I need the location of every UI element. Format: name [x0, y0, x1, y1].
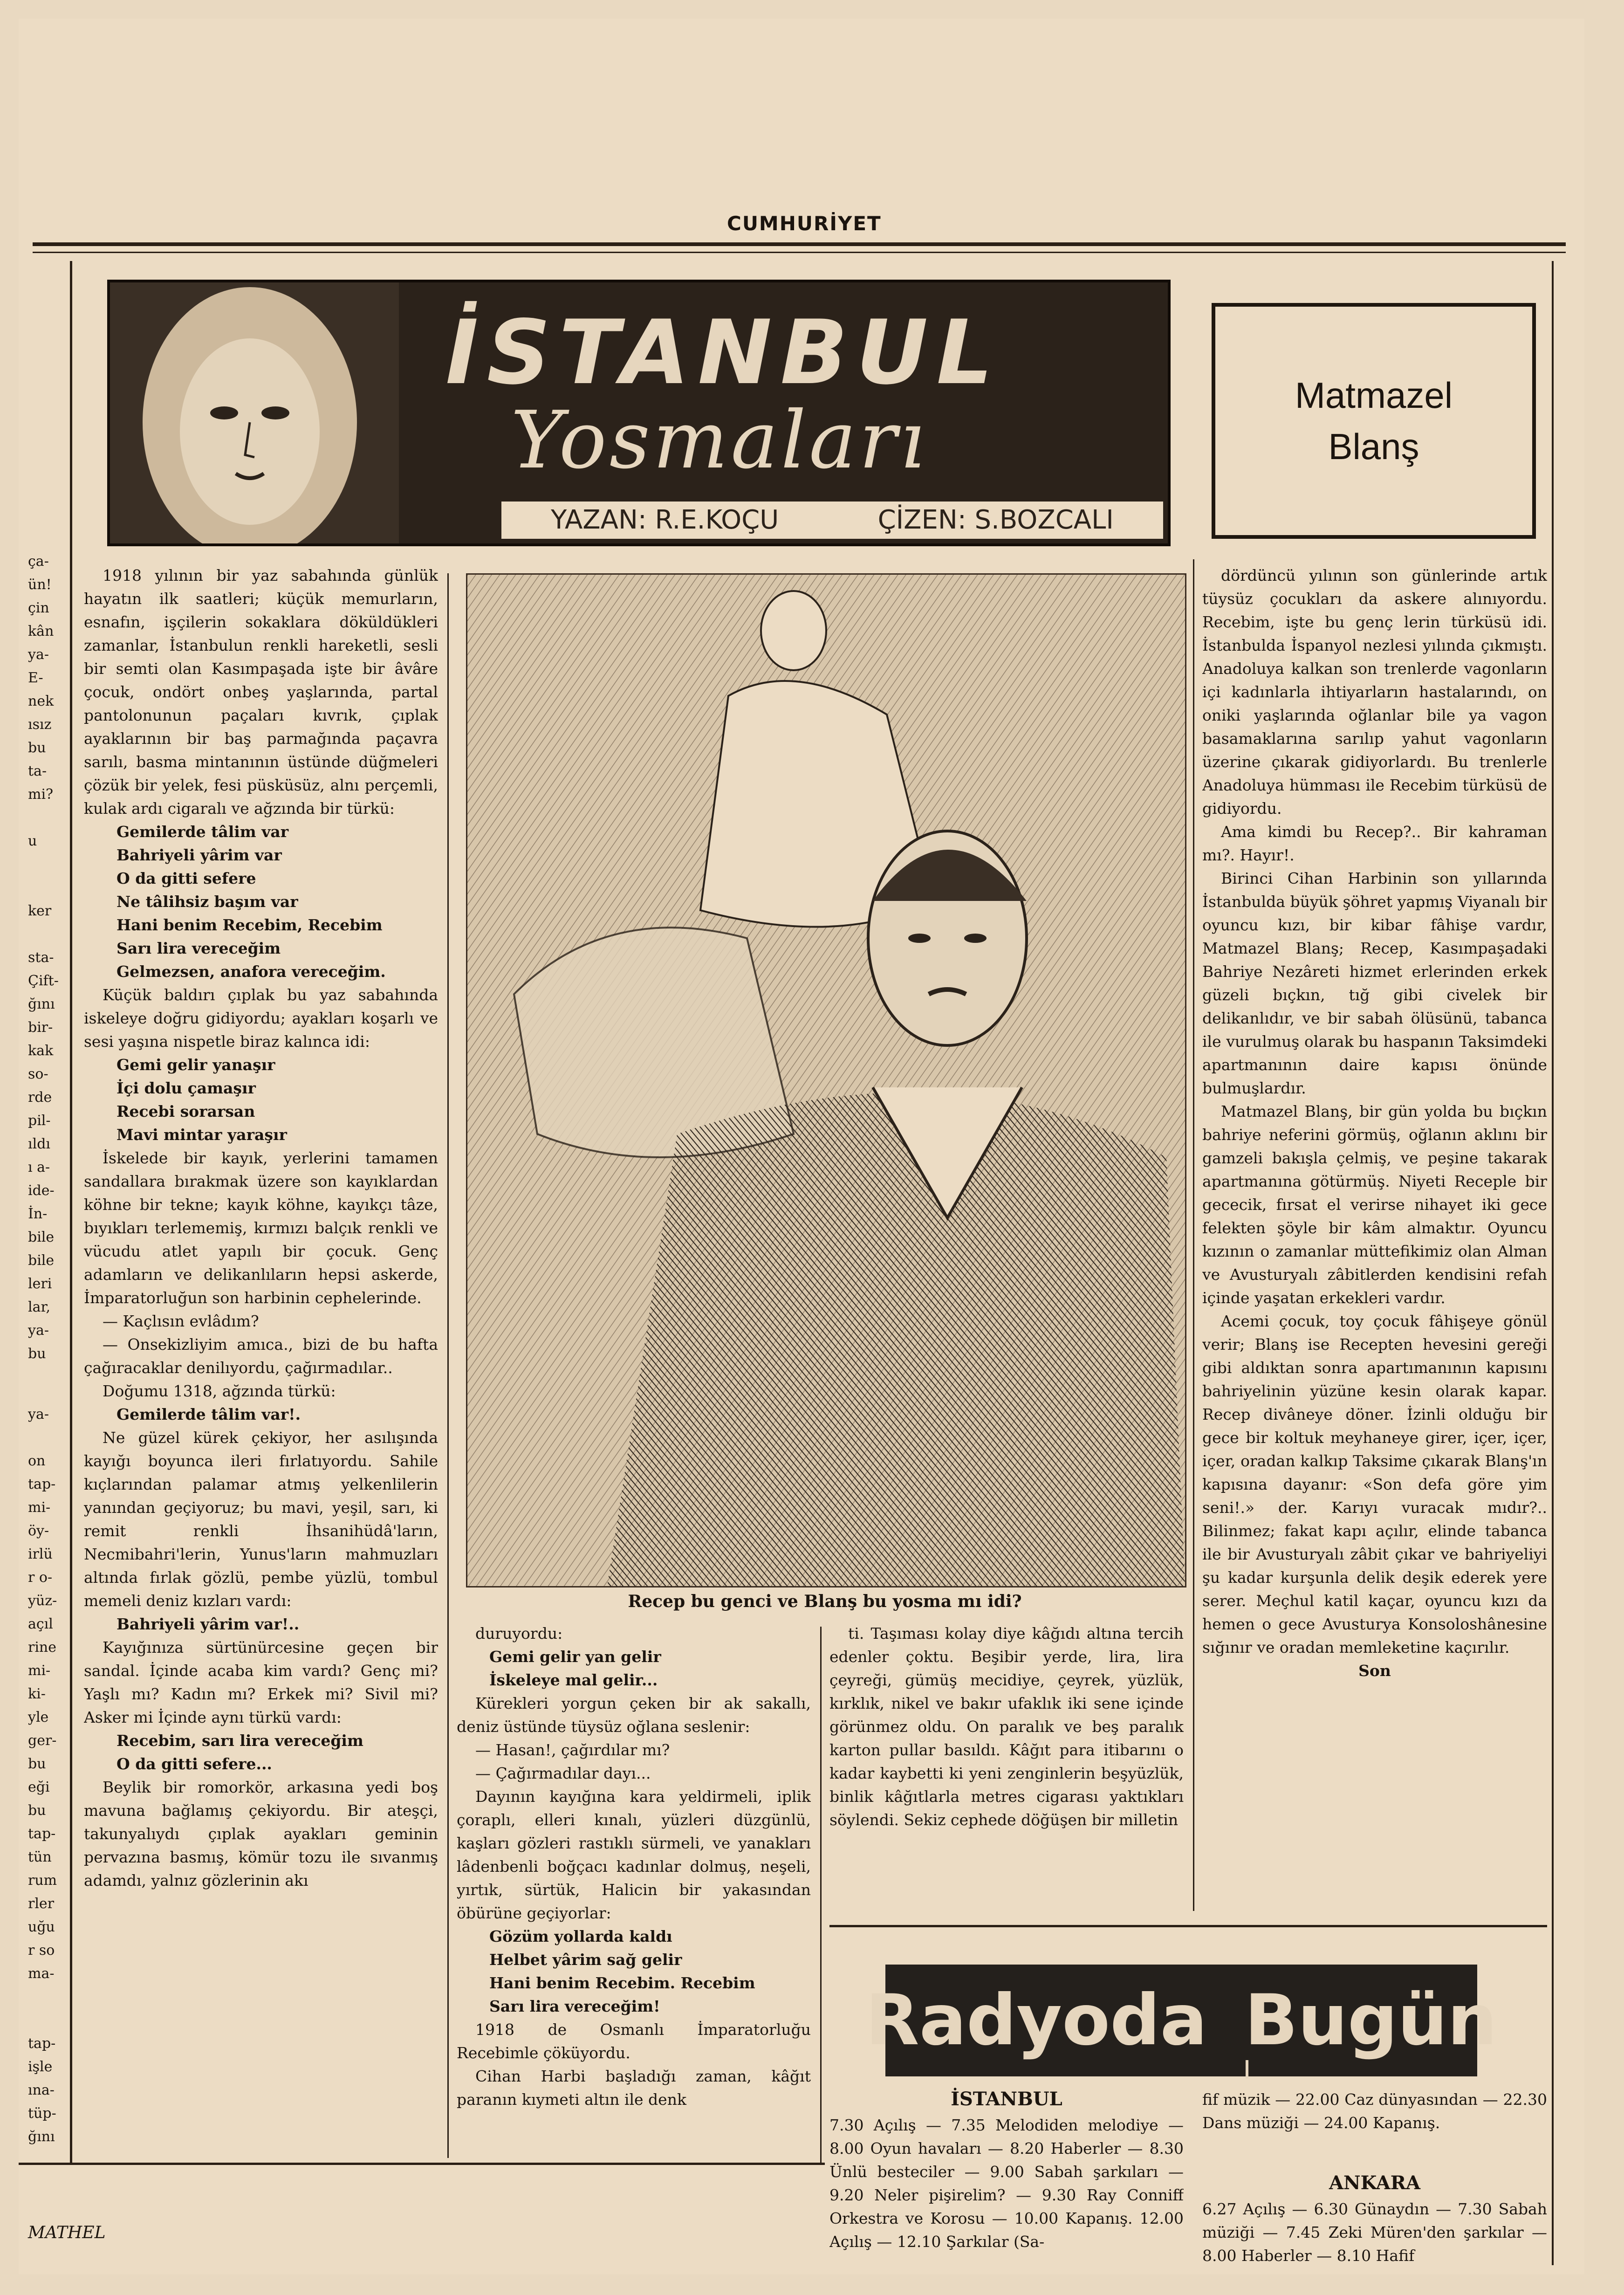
- radio-ankara-title: ANKARA: [1329, 2172, 1421, 2194]
- verse-line: Bahriyeli yârim var!..: [116, 1615, 300, 1633]
- paragraph: — Kaçlısın evlâdım?: [103, 1312, 259, 1330]
- banner-credits: [501, 502, 1163, 539]
- verse-line: Ne tâlihsiz başım var: [116, 893, 298, 911]
- verse-line: Gemilerde tâlim var: [116, 823, 289, 841]
- verse-line: Mavi mintar yaraşır: [116, 1126, 287, 1144]
- paragraph: Doğumu 1318, ağzında türkü:: [103, 1382, 336, 1400]
- paragraph: Beylik bir romorkör, arkasına yedi boş mavuna bağlamış çekiyordu. Bir ateşçi, takunyalıydı çıplak ayakları geminin pervazına basmış, kömür tozu ile sıvanmış adamdı, yalnız gözlerinin akı: [84, 1778, 438, 1890]
- banner-title: İSTANBUL: [445, 301, 1001, 404]
- paragraph: dördüncü yılının son günlerinde artık tüysüz çocukları da askere alınıyordu. Recebim, işte bu genç lerin türküsü idi. İstanbulda İspanyol nezlesi yılında çıkmıştı. Anadoluya kalkan son trenlerde vagonların içi kadınlarla ihtiyarların hastalarındı, on oniki yaşlarında oğlanlar bile ya vagon basamaklarına sarılıp yahut vagonların üzerine çıkarak gidiyorlardı. Bu trenlerle Anadoluya hümması ile Recebim türküsü de gidiyordu.: [1202, 566, 1547, 818]
- verse-line: Recebi sorarsan: [116, 1102, 255, 1120]
- radio-banner: [865, 1965, 1497, 2076]
- paragraph: Ama kimdi bu Recep?.. Bir kahraman mı?. Hayır!.: [1202, 823, 1547, 864]
- radio-banner-word1: Radyoda: [865, 1980, 1207, 2061]
- banner-subtitle: Yosmaları: [511, 394, 928, 487]
- verse-line: Sarı lira vereceğim: [116, 939, 281, 957]
- article-title-box: [1212, 303, 1536, 539]
- verse-line: İçi dolu çamaşır: [116, 1079, 256, 1097]
- masthead: CUMHURİYET: [727, 212, 882, 235]
- title-banner: [107, 280, 1171, 546]
- illustrator-credit: ÇİZEN: S.BOZCALI: [877, 505, 1114, 535]
- paragraph: Matmazel Blanş, bir gün yolda bu bıçkın bahriye neferini görmüş, oğlanın aklını bir gamzeli bakışla çelmiş, ve peşine takarak apartmanına götürmüş. Niyeti Receple bir gececik, fırsat el verirse nihayet iki gece felekten şöyle bir kâm almaktır. Oyuncu kızının o zamanlar müttefikimiz olan Alman ve Avusturyalı zâbitlerden kendisini refah içinde yaşatan erkekleri vardır.: [1202, 1102, 1547, 1307]
- right-border-rule: [1552, 261, 1554, 2265]
- top-rule: [33, 242, 1566, 246]
- paragraph: — Hasan!, çağırdılar mı?: [475, 1741, 670, 1759]
- left-column-rule: [70, 261, 72, 2163]
- radio-separator: [829, 1925, 1547, 1927]
- paragraph: — Onsekizliyim amıca., bizi de bu hafta çağıracaklar denilıyordu, çağırmadılar..: [84, 1335, 438, 1377]
- article-title-line2: Blanş: [1328, 426, 1419, 467]
- paragraph: Birinci Cihan Harbinin son yıllarında İstanbulda büyük şöhret yapmış Viyanalı bir oyuncu kızı, bir kibar fâhişe vardır, Matmazel Blanş; Recep, Kasımpaşadaki Bahriye Nezâreti hizmet erlerinden erkek güzeli bıçkın, tığ gibi civelek bir delikanlıdır, ve bir sabah ölüsünü, tabanca ile vurulmuş olarak bu haspanın Taksimdeki apartmanının daire kapısı önünde bulmuşlardır.: [1202, 869, 1547, 1097]
- top-rule-thin: [33, 252, 1566, 253]
- article-column-2: [457, 1622, 811, 2158]
- verse-line: Hani benim Recebim, Recebim: [116, 916, 383, 934]
- paragraph: Acemi çocuk, toy çocuk fâhişeye gönül verir; Blanş ise Recepten hevesini gereği gibi aldıktan sonra apartımanının kapısını bahriyelinin yüzüne kesin olarak kapar. Recep divâneye döner. İzinli olduğu bir gece bir koltuk meyhaneye girer, içer, içer, içer, oradan kalkıp Taksime çıkarak Blanş'ın kapısına dayanır: «Son defa göre yim seni!.» der. Karıyı vuracak mıdır?.. Bilinmez; fakat kapı açılır, elinde tabanca ile bir Avusturyalı zâbit çıkar ve bahriyeliyi şu kadar kurşunla delik deşik ederek yere serer. Meçhul katil kaçar, oyuncu kızı da hemen o gece Avusturya Konsoloshânesine sığınır ve oradan memleketine kaçırılır.: [1202, 1312, 1547, 1656]
- verse-line: Gözüm yollarda kaldı: [489, 1927, 672, 1945]
- verse-line: Gelmezsen, anafora vereceğim.: [116, 962, 386, 981]
- woman-portrait-illustration: [110, 282, 399, 543]
- paragraph: — Çağırmadılar dayı...: [475, 1764, 651, 1782]
- verse-line: Gemilerde tâlim var!.: [116, 1405, 301, 1423]
- paragraph: 1918 de Osmanlı İmparatorluğu Recebimle çöküyordu.: [457, 2020, 811, 2062]
- paragraph: ti. Taşıması kolay diye kâğıdı altına tercih edenler çoktu. Beşibir yerde, lira, lira çeyreği, gümüş mecidiye, çeyrek, yüzlük, kırklık, nikel ve bakır ufaklık iki sene içinde görünmez oldu. On paralık ve beş paralık karton pullar basıldı. Kâğıt para itibarını o kadar kaybetti ki yeni zenginlerin beşyüzlük, binlik kâğıtlarla metres cigarası yaktıkları söylendi. Sekiz cephede döğüşen bir milletin: [829, 1624, 1184, 1829]
- radio-ankara-text: 6.27 Açılış — 6.30 Günaydın — 7.30 Sabah müziği — 7.45 Zeki Müren'den şarkılar — 8.00 Haberler — 8.10 Hafif: [1202, 2200, 1547, 2265]
- paragraph: Küçük baldırı çıplak bu yaz sabahında iskeleye doğru gidiyordu; ayakları koşarlı ve sesi yaşına nispetle biraz kalınca idi:: [84, 986, 438, 1051]
- article-end: Son: [1358, 1662, 1391, 1680]
- paragraph: Dayının kayığına kara yeldirmeli, iplik çoraplı, elleri kınalı, yüzleri düzgünlü, kaşları gözleri rastıklı sürmeli, ve yanakları lâdenbenli boğçacı kadınlar dolmuş, neşeli, yırtık, sürtük, Halicin bir yakasından öbürüne geçiyorlar:: [457, 1787, 811, 1922]
- column-rule-1: [447, 573, 449, 2158]
- author-credit: YAZAN: R.E.KOÇU: [551, 505, 779, 535]
- radio-istanbul-text: 7.30 Açılış — 7.35 Melodiden melodiye — 8.00 Oyun havaları — 8.20 Haberler — 8.30 Ünlü besteciler — 9.00 Sabah şarkıları — 9.20 Neler pişirelim? — 9.30 Ray Conniff Orkestra ve Korosu — 10.00 Kapanış. 12.00 Açılış — 12.10 Şarkılar (Sa-: [829, 2116, 1184, 2251]
- verse-line: İskeleye mal gelir...: [489, 1671, 658, 1689]
- article-column-3: [829, 1622, 1184, 1920]
- article-column-4: [1202, 564, 1547, 1925]
- column-rule-2: [1193, 559, 1194, 1911]
- verse-line: O da gitti sefere: [116, 869, 256, 887]
- paragraph: duruyordu:: [475, 1624, 563, 1642]
- paragraph: İskelede bir kayık, yerlerini tamamen sandallara bırakmak üzere son kayıklardan köhne bir tekne; kayık köhne, kayıkçı tâze, bıyıkları terlememiş, kırmızı balçık renkli ve vücudu atlet yapılı bir çocuk. Genç adamların ve delikanlıların hepsi askerde, İmparatorluğun son harbinin cephelerinde.: [84, 1149, 438, 1307]
- verse-line: Gemi gelir yanaşır: [116, 1056, 275, 1074]
- verse-line: Sarı lira vereceğim!: [489, 1997, 660, 2015]
- paragraph: Kürekleri yorgun çeken bir ak sakallı, deniz üstünde tüysüz oğlana seslenir:: [457, 1694, 811, 1736]
- verse-line: Helbet yârim sağ gelir: [489, 1951, 682, 1969]
- verse-line: Hani benim Recebim. Recebim: [489, 1974, 755, 1992]
- radio-istanbul-title: İSTANBUL: [951, 2088, 1062, 2110]
- verse-line: O da gitti sefere...: [116, 1755, 272, 1773]
- paragraph: Cihan Harbi başladığı zaman, kâğıt paranın kıymeti altın ile denk: [457, 2067, 811, 2109]
- verse-line: Gemi gelir yan gelir: [489, 1648, 661, 1666]
- article-title-line1: Matmazel: [1295, 375, 1453, 416]
- verse-line: Recebim, sarı lira vereceğim: [116, 1732, 363, 1750]
- paragraph: 1918 yılının bir yaz sabahında günlük hayatın ilk saatleri; küçük memurların, esnafın, işçilerin sokaklara döküldükleri zamanlar, İstanbulun renkli hareketli, sesli bir semti olan Kasımpaşada işte bir âvâre çocuk, ondört onbeş yaşlarında, partal pantolonunun paçaları kıvrık, çıplak ayaklarının bir baş parmağında paçavra sarılı, basma mintanının üstünde düğmeleri çözük bir yelek, fesi püsküsüz, alnı perçemli, kulak ardı cigaralı ve ağzında bir türkü:: [84, 566, 438, 818]
- left-edge-text-lower: ya- on tap- mi- öy- irlü r o- yüz- açıl rine mi- ki- yle ger- bu eği bu tap- tün rum rler uğu r so ma- tap- işle ına- tüp- ğını: [28, 1406, 57, 2145]
- radio-istanbul-text-cont: fif müzik — 22.00 Caz dünyasından — 22.30 Dans müziği — 24.00 Kapanış.: [1202, 2090, 1547, 2132]
- footer-scrawl: MATHEL: [28, 2223, 106, 2242]
- sailor-illustration: [466, 573, 1186, 1587]
- bottom-rule: [19, 2163, 825, 2165]
- left-edge-text: ça- ün! çin kân ya- E- nek ısız bu ta- mi? u ker sta- Çift- ğını bir- kak so- rde pil- ıldı ı a- ide- İn- bile bile leri lar, ya- bu: [28, 553, 59, 1362]
- paragraph: Kayığınıza sürtünürcesine geçen bir sandal. İçinde acaba kim vardı? Genç mi? Yaşlı mı? Kadın mı? Erkek mi? Sivil mi? Asker mi İçinde aynı türkü vardı:: [84, 1638, 438, 1726]
- illustration-caption: Recep bu genci ve Blanş bu yosma mı idi?: [628, 1592, 1022, 1611]
- sailor-drawing: [467, 575, 1185, 1586]
- column-rule-3: [820, 1627, 822, 2163]
- radio-banner-word2: Bugün: [1244, 1980, 1497, 2061]
- article-column-1: [84, 564, 438, 2158]
- verse-line: Bahriyeli yârim var: [116, 846, 282, 864]
- paragraph: Ne güzel kürek çekiyor, her asılışında kayığı boyunca ileri fırlatıyordu. Sahile kıçlarından palamar atmış yelkenlilerin yanından geçiyoruz; bu mavi, yeşil, sarı, ki remit renkli İhsanihüdâ'ların, Necmibahri'lerin, Yunus'ların mahmuzları altında fırlak gözlü, pembe yüzlü, tombul memeli deniz kızları vardı:: [84, 1429, 438, 1610]
